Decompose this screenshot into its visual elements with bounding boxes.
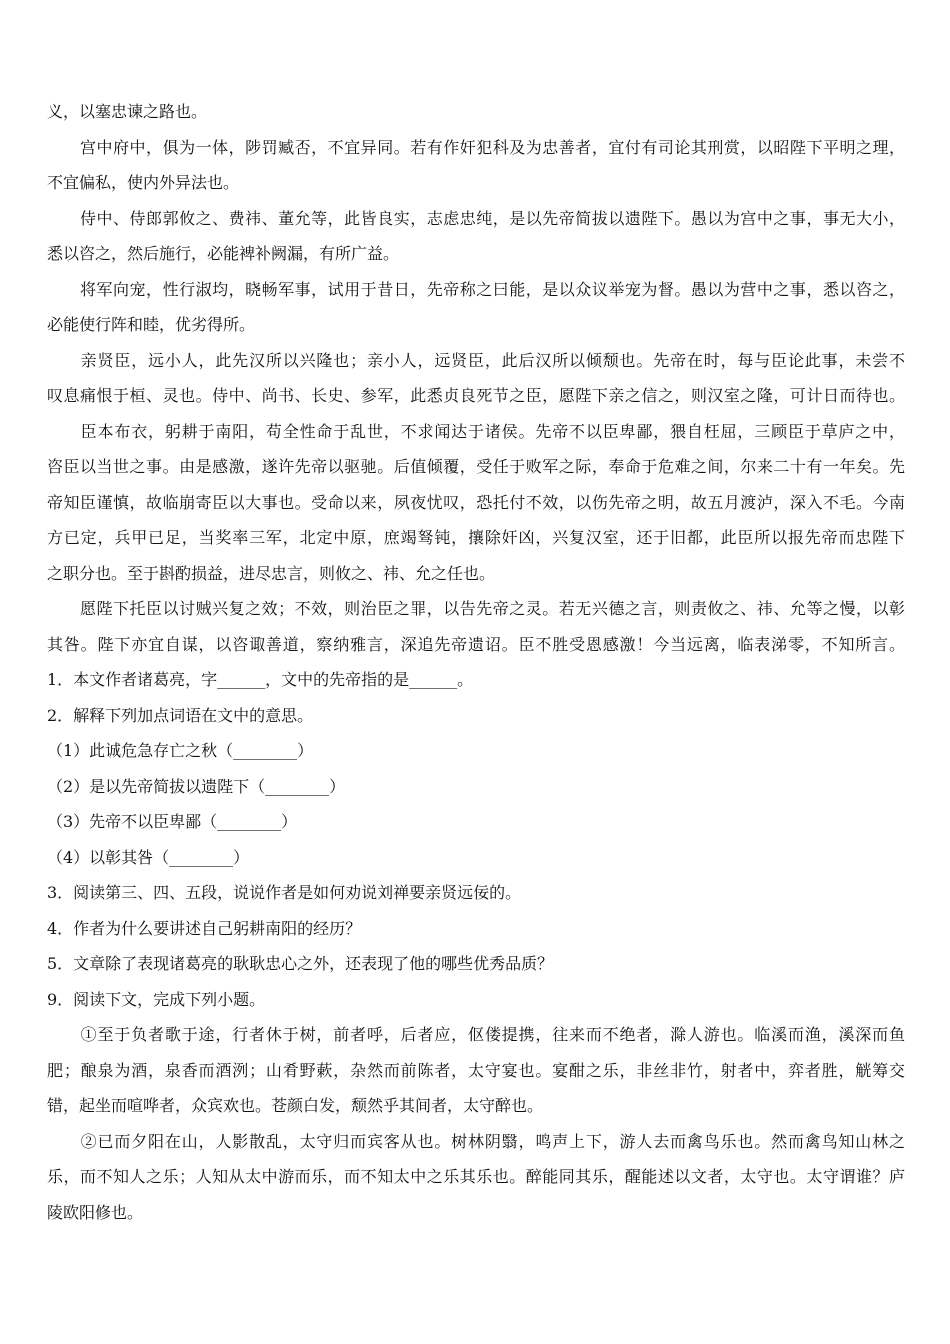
text-line: 宫中府中，俱为一体，陟罚臧否，不宜异同。若有作奸犯科及为忠善者，宜付有司论其刑赏，以昭陛下平明之理， [47, 137, 905, 157]
text-line: 之职分也。至于斟酌损益，进尽忠言，则攸之、祎、允之任也。 [47, 563, 496, 583]
text-line: 肥；酿泉为酒，泉香而酒洌；山肴野蔌，杂然而前陈者，太守宴也。宴酣之乐，非丝非竹，射者中，弈者胜，觥筹交 [47, 1060, 905, 1080]
question-item: 2．解释下列加点词语在文中的意思。 [47, 705, 314, 725]
text-line: 将军向宠，性行淑均，晓畅军事，试用于昔日，先帝称之曰能，是以众议举宠为督。愚以为营中之事，悉以咨之， [47, 279, 905, 299]
question-item: （4）以彰其咎（________） [47, 847, 250, 867]
text-line: 咨臣以当世之事。由是感激，遂许先帝以驱驰。后值倾覆，受任于败军之际，奉命于危难之间，尔来二十有一年矣。先 [47, 457, 905, 476]
text-line: 陵欧阳修也。 [47, 1202, 144, 1222]
text-line: ②已而夕阳在山，人影散乱，太守归而宾客从也。树林阴翳，鸣声上下，游人去而禽鸟乐也。然而禽鸟知山林之 [47, 1131, 905, 1151]
passage-zuiwengtingji [47, 1017, 905, 1230]
question-item: 3．阅读第三、四、五段，说说作者是如何劝说刘禅要亲贤远佞的。 [47, 883, 522, 902]
text-line: 愿陛下托臣以讨贼兴复之效；不效，则治臣之罪，以告先帝之灵。若无兴德之言，则责攸之、祎、允等之慢，以彰 [47, 599, 905, 618]
question-item: 5．文章除了表现诸葛亮的耿耿忠心之外，还表现了他的哪些优秀品质？ [47, 954, 554, 973]
question-item: （3）先帝不以臣卑鄙（________） [47, 812, 298, 831]
document-page [47, 94, 905, 1230]
text-line: 帝知臣谨慎，故临崩寄臣以大事也。受命以来，夙夜忧叹，恐托付不效，以伤先帝之明，故五月渡泸，深入不毛。今南 [47, 492, 905, 512]
question-list [47, 662, 905, 1017]
text-line: 侍中、侍郎郭攸之、费祎、董允等，此皆良实，志虑忠纯，是以先帝简拔以遗陛下。愚以为宫中之事，事无大小， [47, 208, 905, 228]
text-line: 必能使行阵和睦，优劣得所。 [47, 315, 256, 334]
question-item: （1）此诚危急存亡之秋（________） [47, 741, 314, 760]
text-line: 悉以咨之，然后施行，必能裨补阙漏，有所广益。 [47, 244, 400, 263]
text-line: 方已定，兵甲已足，当奖率三军，北定中原，庶竭驽钝，攘除奸凶，兴复汉室，还于旧都，此臣所以报先帝而忠陛下 [47, 528, 905, 547]
question-item: 9．阅读下文，完成下列小题。 [47, 989, 266, 1009]
question-item: 4．作者为什么要讲述自己躬耕南阳的经历？ [47, 918, 362, 938]
text-line: 其咎。陛下亦宜自谋，以咨诹善道，察纳雅言，深追先帝遗诏。臣不胜受恩感激！今当远离，临表涕零，不知所言。 [47, 634, 905, 654]
text-line: 叹息痛恨于桓、灵也。侍中、尚书、长史、参军，此悉贞良死节之臣，愿陛下亲之信之，则汉室之隆，可计日而待也。 [47, 386, 905, 405]
text-line: 不宜偏私，使内外异法也。 [47, 173, 240, 192]
question-item: 1．本文作者诸葛亮，字______，文中的先帝指的是______。 [47, 670, 474, 689]
text-line: 乐，而不知人之乐；人知从太中游而乐，而不知太中之乐其乐也。醉能同其乐，醒能述以文者，太守也。太守谓谁？庐 [47, 1167, 905, 1186]
text-line: 臣本布衣，躬耕于南阳，苟全性命于乱世，不求闻达于诸侯。先帝不以臣卑鄙，猥自枉屈，三顾臣于草庐之中， [47, 421, 905, 441]
text-line: ①至于负者歌于途，行者休于树，前者呼，后者应，伛偻提携，往来而不绝者，滁人游也。临溪而渔，溪深而鱼 [47, 1025, 905, 1044]
text-line: 亲贤臣，远小人，此先汉所以兴隆也；亲小人，远贤臣，此后汉所以倾颓也。先帝在时，每与臣论此事，未尝不 [47, 350, 905, 370]
text-line: 义，以塞忠谏之路也。 [47, 102, 208, 121]
question-item: （2）是以先帝简拔以遗陛下（________） [47, 776, 346, 796]
passage-chushibiao [47, 94, 905, 662]
text-line: 错，起坐而喧哗者，众宾欢也。苍颜白发，颓然乎其间者，太守醉也。 [47, 1096, 544, 1115]
